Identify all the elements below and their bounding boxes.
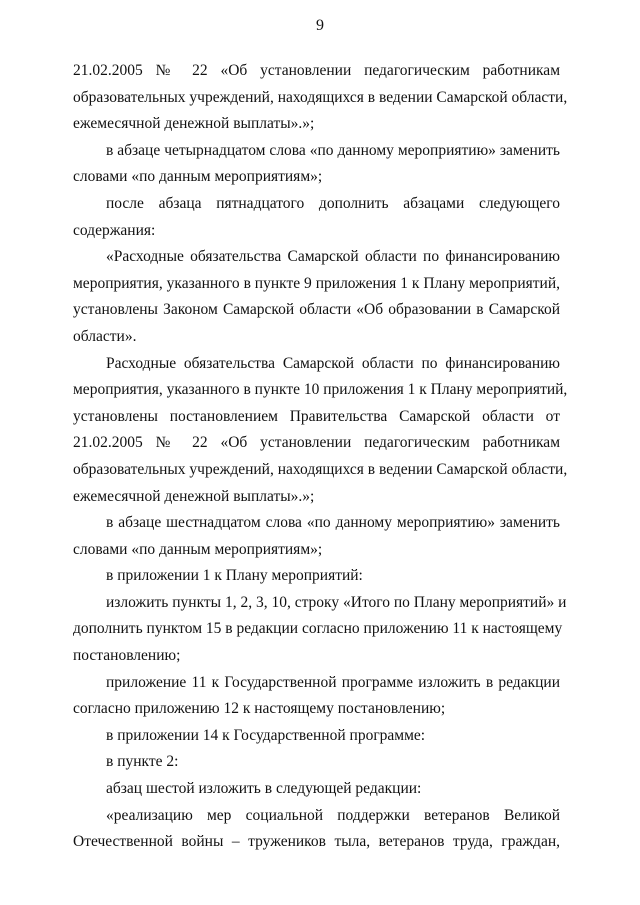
text-line: Расходные обязательства Самарской области по финансированию — [106, 354, 560, 372]
text-line: после абзаца пятнадцатого дополнить абзацами следующего — [106, 194, 560, 212]
text-line: установлены Законом Самарской области «Об образовании в Самарской — [73, 301, 560, 319]
paragraph — [73, 244, 560, 350]
text-line: мероприятия, указанного в пункте 9 приложения 1 к Плану мероприятий, — [73, 274, 560, 292]
text-line: словами «по данным мероприятиям»; — [73, 168, 323, 186]
text-line: в приложении 1 к Плану мероприятий: — [106, 567, 363, 585]
text-line: содержания: — [73, 221, 156, 239]
text-line: 21.02.2005 № 22 «Об установлении педагогическим работникам — [73, 434, 560, 452]
text-line: в пункте 2: — [106, 753, 179, 771]
text-line: мероприятия, указанного в пункте 10 приложения 1 к Плану мероприятий, — [73, 381, 568, 399]
text-line: установлены постановлением Правительства Самарской области от — [73, 407, 560, 425]
paragraph — [73, 749, 560, 776]
paragraph — [73, 138, 560, 191]
paragraph — [73, 58, 568, 138]
text-line: постановлению; — [73, 647, 181, 665]
text-line: в абзаце шестнадцатом слова «по данному мероприятию» заменить — [106, 514, 560, 532]
text-line: согласно приложению 12 к настоящему постановлению; — [73, 700, 446, 718]
paragraph — [73, 191, 560, 244]
text-line: словами «по данным мероприятиям»; — [73, 540, 323, 558]
text-line: изложить пункты 1, 2, 3, 10, строку «Итого по Плану мероприятий» и — [106, 593, 567, 611]
text-line: «Расходные обязательства Самарской области по финансированию — [106, 248, 560, 266]
paragraph — [73, 803, 560, 856]
paragraph — [73, 776, 560, 803]
text-line: Отечественной войны – тружеников тыла, ветеранов труда, граждан, — [73, 833, 560, 851]
document-body — [73, 58, 568, 856]
text-line: дополнить пунктом 15 в редакции согласно приложению 11 к настоящему — [73, 620, 563, 638]
paragraph — [73, 670, 560, 723]
text-line: ежемесячной денежной выплаты».»; — [73, 115, 315, 133]
paragraph — [73, 723, 560, 750]
paragraph — [73, 590, 567, 670]
text-line: образовательных учреждений, находящихся в ведении Самарской области, — [73, 88, 568, 106]
text-line: образовательных учреждений, находящихся в ведении Самарской области, — [73, 460, 568, 478]
text-line: в приложении 14 к Государственной программе: — [106, 726, 426, 744]
text-line: в абзаце четырнадцатом слова «по данному мероприятию» заменить — [106, 141, 560, 159]
paragraph — [73, 351, 568, 511]
text-line: абзац шестой изложить в следующей редакции: — [106, 780, 422, 798]
text-line: приложение 11 к Государственной программе изложить в редакции — [106, 673, 560, 691]
text-line: «реализацию мер социальной поддержки ветеранов Великой — [106, 806, 560, 824]
paragraph — [73, 563, 560, 590]
paragraph — [73, 510, 560, 563]
page-number: 9 — [316, 17, 324, 34]
text-line: ежемесячной денежной выплаты».»; — [73, 487, 315, 505]
text-line: области». — [73, 327, 137, 345]
text-line: 21.02.2005 № 22 «Об установлении педагогическим работникам — [73, 62, 560, 79]
